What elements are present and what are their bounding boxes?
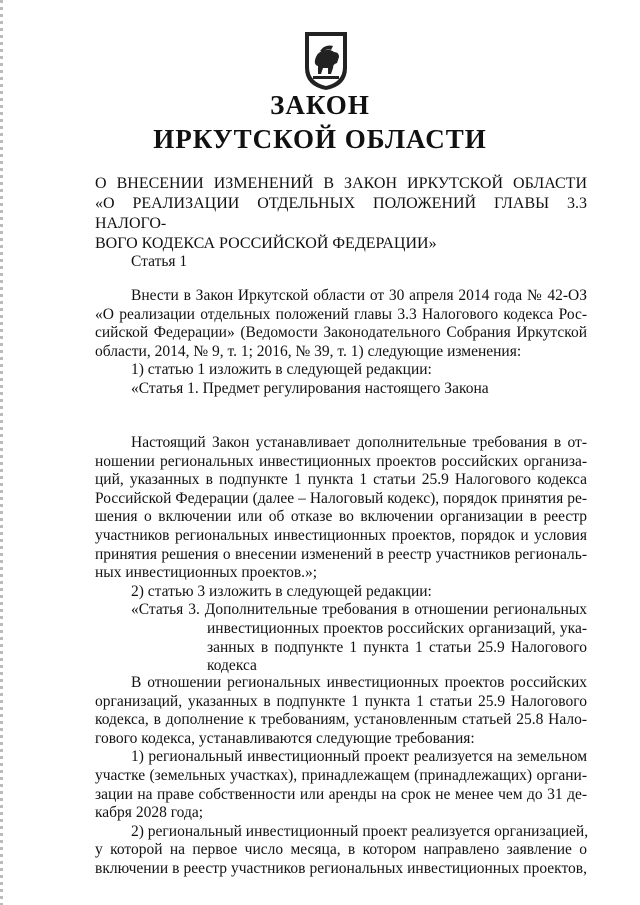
requirement-1-line: кабря 2028 года;: [95, 804, 204, 822]
text-line: гового кодекса, устанавливаются следующие требования:: [95, 729, 475, 747]
requirement-1-line: 1) региональный инвестиционный проект реализуется на земельном: [131, 748, 587, 766]
law-heading: [95, 174, 587, 254]
item-2: 2) статью 3 изложить в следующей редакции:: [131, 582, 432, 600]
article-3-title-line: занных в подпункте 1 пункта 1 статьи 25.9 Налогового: [207, 638, 587, 656]
text-line: Внести в Закон Иркутской области от 30 апреля 2014 года № 42-ОЗ: [131, 287, 587, 304]
heading-line: ВОГО КОДЕКСА РОССИЙСКОЙ ФЕДЕРАЦИИ»: [95, 235, 437, 252]
text-line: ций, указанных в подпункте 1 пункта 1 статьи 25.9 Налогового кодекса: [95, 471, 587, 489]
text-line: Настоящий Закон устанавливает дополнительные требования в от-: [131, 434, 587, 451]
heading-line: О ВНЕСЕНИИ ИЗМЕНЕНИЙ В ЗАКОН ИРКУТСКОЙ ОБЛАСТИ: [95, 175, 587, 192]
paragraph-article-1-body: [95, 434, 587, 676]
article-label: Статья 1: [131, 253, 188, 270]
coat-of-arms-icon: [303, 30, 349, 92]
text-line: области, 2014, № 9, т. 1; 2016, № 39, т. 1) следующие изменения:: [95, 342, 522, 360]
requirement-2-line: включении в реестр участников региональных инвестиционных проектов,: [95, 859, 587, 877]
requirement-2-line: 2) региональный инвестиционный проект реализуется организацией,: [131, 822, 589, 840]
article-1-title: «Статья 1. Предмет регулирования настоящего Закона: [131, 379, 489, 397]
requirement-2-line: у которой на первое число месяца, в котором направлено заявление о: [95, 841, 587, 859]
text-line: принятия решения о внесении изменений в реестр участников региональ-: [95, 545, 587, 563]
requirement-1-line: зации на праве собственности или аренды на срок не менее чем до 31 де-: [95, 785, 587, 803]
text-line: организаций, указанных в подпункте 1 пункта 1 статьи 25.9 Налогового: [95, 692, 587, 710]
text-line: кодекса, в дополнение к требованиям, установленным статьей 25.8 Нало-: [95, 711, 587, 729]
text-line: Российской Федерации (далее – Налоговый кодекс), порядок принятия ре-: [95, 489, 587, 507]
doc-title-region: ИРКУТСКОЙ ОБЛАСТИ: [153, 124, 487, 154]
doc-title-law: ЗАКОН: [270, 90, 370, 120]
text-line: сийской Федерации» (Ведомости Законодательного Собрания Иркутской: [95, 324, 587, 342]
text-line: шения о включении или об отказе во включении организации в реестр: [95, 508, 587, 526]
text-line: ных инвестиционных проектов.»;: [95, 564, 318, 582]
article-3-title-line: инвестиционных проектов российских организаций, ука-: [207, 619, 587, 637]
heading-line: «О РЕАЛИЗАЦИИ ОТДЕЛЬНЫХ ПОЛОЖЕНИЙ ГЛАВЫ 3.3 НАЛОГО-: [95, 195, 587, 232]
item-1: 1) статью 1 изложить в следующей редакции:: [131, 361, 432, 379]
text-line: ношении региональных инвестиционных проектов российских организа-: [95, 452, 587, 470]
article-3-title-line: кодекса: [207, 657, 257, 675]
paragraph-amendment-intro: [95, 287, 587, 399]
text-line: участников региональных инвестиционных проектов, порядок и условия: [95, 526, 587, 544]
article-3-title-line: «Статья 3. Дополнительные требования в отношении региональных: [131, 601, 587, 619]
text-line: В отношении региональных инвестиционных проектов российских: [131, 674, 587, 691]
text-line: «О реализации отдельных положений главы 3.3 Налогового кодекса Рос-: [95, 305, 587, 323]
requirement-1-line: участке (земельных участках), принадлежащем (принадлежащих) органи-: [95, 766, 587, 784]
paragraph-article-3-body: [95, 674, 587, 879]
